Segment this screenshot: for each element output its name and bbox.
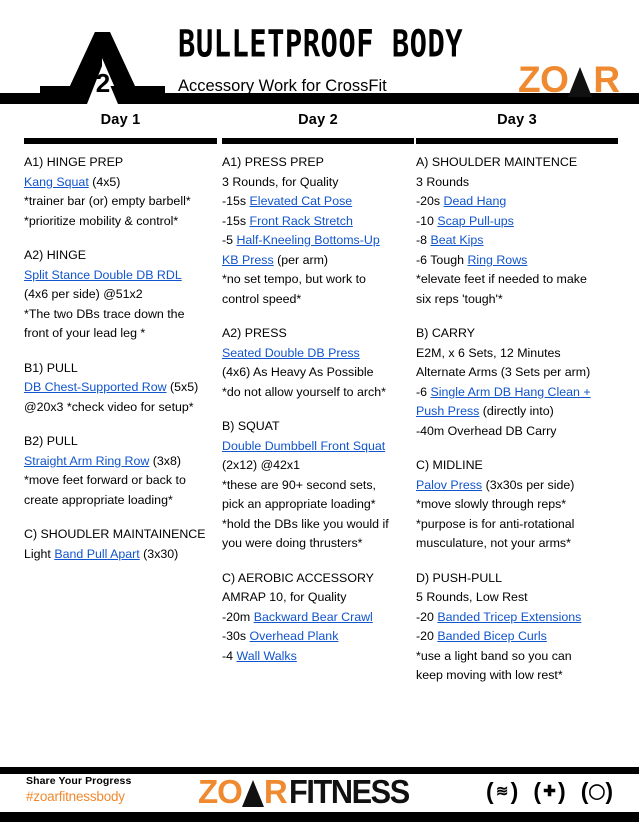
block-line xyxy=(222,457,414,474)
text-segment: -20 xyxy=(416,609,438,624)
footer-logo-fitness: FITNESS xyxy=(288,773,409,810)
exercise-link[interactable]: Palov Press xyxy=(416,477,483,492)
exercise-link[interactable]: Seated Double DB Press xyxy=(222,345,360,360)
text-segment: *hold the DBs like you would if xyxy=(222,516,389,531)
block-line xyxy=(222,193,414,210)
block-line xyxy=(416,174,618,191)
block-heading xyxy=(222,570,414,587)
block-line xyxy=(222,516,414,533)
day-column-3 xyxy=(416,112,618,687)
workout-block xyxy=(416,457,618,552)
day-title: Day 2 xyxy=(298,112,338,128)
text-segment: @20x3 *check video for setup* xyxy=(24,399,194,414)
block-heading xyxy=(416,325,618,342)
block-line xyxy=(416,477,618,494)
day-divider xyxy=(416,138,618,144)
text-segment: -20 xyxy=(416,629,438,643)
share-title: Share Your Progress xyxy=(26,775,132,787)
text-segment: AMRAP 10, for Quality xyxy=(222,590,347,604)
day-title: Day 1 xyxy=(100,112,141,128)
text-segment: A2) PRESS xyxy=(222,326,287,340)
exercise-link[interactable]: Straight Arm Ring Row xyxy=(24,453,150,468)
block-heading xyxy=(24,154,217,171)
text-segment: six reps 'tough'* xyxy=(416,291,503,306)
block-line xyxy=(222,438,414,455)
workout-block xyxy=(222,418,414,552)
exercise-link[interactable]: Front Rack Stretch xyxy=(249,213,353,228)
block-line xyxy=(416,667,618,684)
text-segment: A1) PRESS PREP xyxy=(222,155,324,169)
block-line xyxy=(416,423,618,440)
block-line xyxy=(222,232,414,249)
text-segment: -15s xyxy=(222,213,250,228)
text-segment: you were doing thrusters* xyxy=(222,536,363,550)
text-segment: -8 xyxy=(416,233,431,247)
block-line xyxy=(24,213,217,230)
facebook-glyph: ✚ xyxy=(543,783,556,800)
block-line xyxy=(24,306,217,323)
text-segment: (per arm) xyxy=(273,252,329,267)
exercise-link[interactable]: Banded Tricep Extensions xyxy=(437,609,582,624)
title-block xyxy=(178,24,498,96)
text-segment: musculature, not your arms* xyxy=(416,536,571,550)
footer-bottom-bar xyxy=(0,812,639,822)
block-line xyxy=(222,364,414,381)
block-line xyxy=(416,291,618,308)
footer-content xyxy=(0,774,639,812)
zoar-logo-r: R xyxy=(593,59,620,100)
block-line xyxy=(222,589,414,606)
workout-block xyxy=(24,526,217,562)
block-line xyxy=(24,472,217,489)
block-heading xyxy=(24,526,217,543)
exercise-link[interactable]: Double Dumbbell Front Squat xyxy=(222,438,386,453)
exercise-link[interactable]: Scap Pull-ups xyxy=(437,213,514,228)
block-line xyxy=(24,174,217,191)
text-segment: D) PUSH-PULL xyxy=(416,570,503,585)
block-line xyxy=(416,609,618,626)
block-line xyxy=(416,271,618,288)
block-line xyxy=(24,492,217,509)
text-segment: -6 xyxy=(416,384,431,399)
text-segment: -5 xyxy=(222,233,237,247)
text-segment: front of your lead leg * xyxy=(24,326,146,340)
block-line xyxy=(222,345,414,362)
text-segment: *elevate feet if needed to make xyxy=(416,272,587,286)
text-segment: *these are 90+ second sets, xyxy=(222,477,376,492)
block-line xyxy=(416,535,618,552)
day-column-1 xyxy=(24,112,217,565)
block-line xyxy=(24,193,217,210)
block-line xyxy=(222,384,414,401)
block-line xyxy=(416,628,618,645)
workout-block xyxy=(24,154,217,229)
page-footer xyxy=(0,767,639,828)
workout-block xyxy=(24,433,217,508)
block-line xyxy=(222,291,414,308)
text-segment: -20m xyxy=(222,609,254,624)
text-segment: B) CARRY xyxy=(416,326,475,340)
exercise-link[interactable]: Beat Kips xyxy=(430,233,484,247)
block-heading xyxy=(222,154,414,171)
zoar-logo-a-triangle-icon xyxy=(568,67,593,97)
workout-block xyxy=(24,360,217,416)
exercise-link[interactable]: Single Arm DB Hang Clean + xyxy=(430,384,591,399)
page-header xyxy=(0,0,639,104)
block-heading xyxy=(416,457,618,474)
block-line xyxy=(416,252,618,269)
block-line xyxy=(222,213,414,230)
block-line xyxy=(24,399,217,416)
workout-block xyxy=(222,570,414,665)
text-segment: *move feet forward or back to xyxy=(24,473,186,487)
youtube-icon[interactable]: ( ◯ ) xyxy=(580,778,614,804)
exercise-link[interactable]: Overhead Plank xyxy=(249,629,339,643)
zoar-fitness-logo xyxy=(198,775,418,808)
text-segment: A1) HINGE PREP xyxy=(24,155,124,169)
text-segment: E2M, x 6 Sets, 12 Minutes xyxy=(416,345,561,360)
block-line xyxy=(24,325,217,342)
block-line xyxy=(24,453,217,470)
youtube-glyph: ◯ xyxy=(588,783,606,800)
text-segment: 5 Rounds, Low Rest xyxy=(416,590,528,604)
exercise-link[interactable]: Half-Kneeling Bottoms-Up xyxy=(236,233,380,247)
exercise-link[interactable]: Kang Squat xyxy=(24,174,89,189)
text-segment: pick an appropriate loading* xyxy=(222,497,376,511)
text-segment: C) AEROBIC ACCESSORY xyxy=(222,570,374,585)
block-line xyxy=(416,232,618,249)
text-segment: *prioritize mobility & control* xyxy=(24,213,179,228)
exercise-link[interactable]: Banded Bicep Curls xyxy=(437,629,547,643)
exercise-link[interactable]: Split Stance Double DB RDL xyxy=(24,267,182,282)
text-segment: C) MIDLINE xyxy=(416,458,483,472)
day-column-2 xyxy=(222,112,414,667)
exercise-link[interactable]: Backward Bear Crawl xyxy=(253,609,373,624)
exercise-link[interactable]: Elevated Cat Pose xyxy=(249,194,353,208)
instagram-icon[interactable]: ( ≋ ) xyxy=(486,778,519,804)
text-segment: -6 Tough xyxy=(416,252,468,267)
text-segment: -10 xyxy=(416,213,438,228)
exercise-link[interactable]: Band Pull Apart xyxy=(54,546,140,561)
block-line xyxy=(416,589,618,606)
text-segment: *purpose is for anti-rotational xyxy=(416,516,575,531)
text-segment: *use a light band so you can xyxy=(416,648,572,663)
workout-block xyxy=(416,154,618,307)
block-line xyxy=(416,364,618,381)
day-divider xyxy=(24,138,217,144)
day-body-1 xyxy=(24,154,217,562)
workout-block xyxy=(416,570,618,684)
block-heading xyxy=(416,154,618,171)
text-segment: (4x5) xyxy=(88,174,121,189)
block-line xyxy=(416,496,618,513)
block-line xyxy=(24,379,217,396)
text-segment: (2x12) @42x1 xyxy=(222,458,301,472)
day-columns xyxy=(0,112,639,760)
text-segment: -15s xyxy=(222,194,250,208)
footer-logo-r: R xyxy=(263,773,287,810)
text-segment: 3 Rounds xyxy=(416,174,470,189)
text-segment: (5x5) xyxy=(166,380,199,394)
text-segment: (3x8) xyxy=(149,453,182,468)
block-line xyxy=(416,345,618,362)
block-line xyxy=(416,193,618,210)
block-heading xyxy=(222,418,414,435)
social-links xyxy=(486,780,613,803)
block-heading xyxy=(24,360,217,377)
footer-logo-zo: ZO xyxy=(198,773,242,810)
instagram-glyph: ≋ xyxy=(495,783,509,800)
zoar-logo xyxy=(518,59,620,100)
share-hashtag: #zoarfitnessbody xyxy=(26,788,125,804)
block-line xyxy=(222,252,414,269)
text-segment: control speed* xyxy=(222,291,302,306)
block-line xyxy=(24,286,217,303)
text-segment: *The two DBs trace down the xyxy=(24,306,185,321)
text-segment: B1) PULL xyxy=(24,360,78,375)
text-segment: -20s xyxy=(416,194,444,208)
block-line xyxy=(24,546,217,563)
footer-logo-a-triangle-icon xyxy=(242,780,264,807)
day-title: Day 3 xyxy=(497,112,537,128)
block-line xyxy=(416,648,618,665)
block-line xyxy=(416,403,618,420)
facebook-icon[interactable]: ( ✚ ) xyxy=(533,778,566,804)
page-title: BULLETPROOF BODY xyxy=(178,22,464,67)
block-line xyxy=(222,648,414,665)
block-line xyxy=(416,213,618,230)
text-segment: *trainer bar (or) empty barbell* xyxy=(24,194,191,208)
block-line xyxy=(222,174,414,191)
day-divider xyxy=(222,138,414,144)
block-line xyxy=(416,516,618,533)
text-segment: (4x6 per side) @51x2 xyxy=(24,287,143,301)
text-segment: *no set tempo, but work to xyxy=(222,272,366,286)
share-progress-block xyxy=(26,776,131,803)
zoar-logo-zo: ZO xyxy=(518,59,569,100)
day-body-2 xyxy=(222,154,414,664)
text-segment: (4x6) As Heavy As Possible xyxy=(222,365,374,379)
text-segment: keep moving with low rest* xyxy=(416,668,563,682)
week-label: Week xyxy=(43,47,71,83)
text-segment: Alternate Arms (3 Sets per arm) xyxy=(416,365,591,379)
text-segment: B) SQUAT xyxy=(222,419,280,433)
text-segment: -40m Overhead DB Carry xyxy=(416,423,557,438)
block-heading xyxy=(222,325,414,342)
block-heading xyxy=(24,433,217,450)
text-segment: create appropriate loading* xyxy=(24,492,173,507)
text-segment: B2) PULL xyxy=(24,434,78,448)
week-number: 2 xyxy=(95,68,111,98)
block-line xyxy=(222,609,414,626)
workout-block xyxy=(222,154,414,307)
block-line xyxy=(222,535,414,552)
block-heading xyxy=(24,247,217,264)
block-line xyxy=(222,496,414,513)
workout-block xyxy=(222,325,414,400)
text-segment: *move slowly through reps* xyxy=(416,497,567,511)
text-segment: (directly into) xyxy=(479,404,554,418)
day-body-3 xyxy=(416,154,618,684)
block-line xyxy=(24,267,217,284)
text-segment: C) SHOUDLER MAINTAINENCE xyxy=(24,527,206,541)
block-line xyxy=(222,271,414,288)
block-line xyxy=(222,628,414,645)
text-segment: A) SHOULDER MAINTENCE xyxy=(416,155,578,169)
text-segment: (3x30s per side) xyxy=(482,477,575,492)
exercise-link[interactable]: Wall Walks xyxy=(236,648,297,663)
workout-block xyxy=(24,247,217,342)
block-heading xyxy=(416,570,618,587)
workout-block xyxy=(416,325,618,439)
page-subtitle: Accessory Work for CrossFit xyxy=(178,77,387,95)
text-segment: *do not allow yourself to arch* xyxy=(222,384,386,399)
block-line xyxy=(416,384,618,401)
exercise-link[interactable]: Ring Rows xyxy=(467,252,528,267)
text-segment: A2) HINGE xyxy=(24,248,86,262)
text-segment: 3 Rounds, for Quality xyxy=(222,174,339,189)
exercise-link[interactable]: KB Press xyxy=(222,252,274,267)
text-segment: -4 xyxy=(222,648,237,663)
exercise-link[interactable]: Dead Hang xyxy=(443,194,507,208)
exercise-link[interactable]: DB Chest-Supported Row xyxy=(24,380,167,394)
exercise-link[interactable]: Push Press xyxy=(416,404,480,418)
text-segment: -30s xyxy=(222,629,250,643)
block-line xyxy=(222,477,414,494)
week-badge xyxy=(40,24,165,104)
text-segment: Light xyxy=(24,546,55,561)
text-segment: (3x30) xyxy=(139,546,179,561)
